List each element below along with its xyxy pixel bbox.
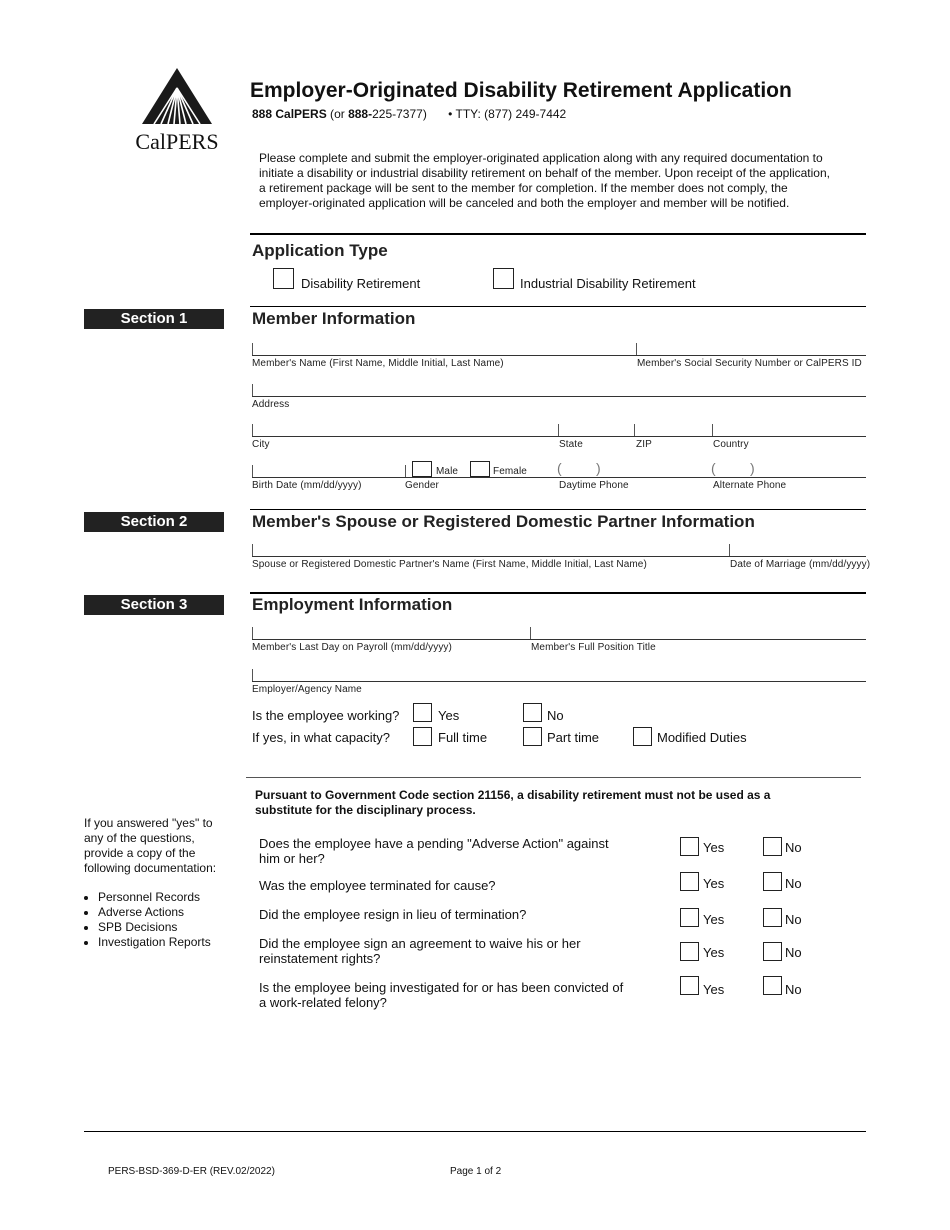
modified-duties-label: Modified Duties: [657, 730, 747, 745]
capacity-question: If yes, in what capacity?: [252, 730, 391, 745]
question-text: Did the employee sign an agreement to waive his or her: [259, 936, 581, 951]
gender-label: Gender: [405, 480, 439, 491]
q5-yes-checkbox[interactable]: [680, 976, 699, 995]
full-time-checkbox[interactable]: [413, 727, 432, 746]
last-day-title-field[interactable]: [252, 639, 866, 640]
divider: [250, 233, 866, 235]
question-row: [259, 836, 609, 866]
notice-line: substitute for the disciplinary process.: [255, 803, 476, 817]
phone-or: or: [334, 107, 349, 121]
working-yes-checkbox[interactable]: [413, 703, 432, 722]
question-text: reinstatement rights?: [259, 951, 381, 966]
phone-number: 225-7377): [372, 107, 427, 121]
page-number: Page 1 of 2: [450, 1166, 502, 1177]
field-tick: [530, 627, 531, 639]
country-label: Country: [713, 439, 749, 450]
modified-duties-checkbox[interactable]: [633, 727, 652, 746]
birth-gender-phone-field[interactable]: [252, 477, 866, 478]
question-text: a work-related felony?: [259, 995, 387, 1010]
field-tick: [252, 384, 253, 396]
section-3-heading: Employment Information: [252, 595, 453, 614]
question-row: [259, 980, 623, 1010]
q2-no-checkbox[interactable]: [763, 872, 782, 891]
spouse-name-field[interactable]: [252, 556, 866, 557]
footer-divider: [84, 1131, 866, 1132]
alternate-area-code-open: (: [711, 460, 716, 476]
field-tick: [252, 343, 253, 355]
section-1-heading: Member Information: [252, 309, 416, 328]
female-checkbox[interactable]: [470, 461, 490, 477]
alternate-phone-label: Alternate Phone: [713, 480, 787, 491]
city-label: City: [252, 439, 270, 450]
last-day-label: Member's Last Day on Payroll (mm/dd/yyyy): [252, 642, 452, 653]
divider: [250, 509, 866, 510]
question-text: Does the employee have a pending "Adverse Action" against: [259, 836, 609, 851]
intro-line: initiate a disability or industrial disability retirement on behalf of the member. Upon receipt of the application,: [259, 166, 830, 180]
tty-number: • TTY: (877) 249-7442: [448, 107, 567, 121]
divider: [250, 306, 866, 307]
field-tick: [405, 465, 406, 477]
q2-yes-checkbox[interactable]: [680, 872, 699, 891]
notice-line: Pursuant to Government Code section 21156, a disability retirement must not be used as a: [255, 788, 771, 802]
address-label: Address: [252, 399, 290, 410]
q5-yes-label: Yes: [703, 982, 725, 997]
note-line: If you answered "yes" to: [84, 816, 213, 830]
q3-no-checkbox[interactable]: [763, 908, 782, 927]
field-tick: [558, 424, 559, 436]
industrial-disability-label: Industrial Disability Retirement: [520, 276, 696, 291]
working-yes-label: Yes: [438, 708, 460, 723]
field-tick: [252, 627, 253, 639]
calpers-logo: [134, 66, 220, 152]
female-label: Female: [493, 466, 527, 477]
field-tick: [252, 544, 253, 556]
birth-date-label: Birth Date (mm/dd/yyyy): [252, 480, 362, 491]
daytime-phone-label: Daytime Phone: [559, 480, 629, 491]
phone-888: 888-: [348, 107, 373, 121]
documentation-list: [84, 890, 211, 950]
address-field[interactable]: [252, 396, 866, 397]
zip-label: ZIP: [636, 439, 652, 450]
form-id: PERS-BSD-369-D-ER (REV.02/2022): [108, 1166, 275, 1177]
disciplinary-notice: [255, 788, 770, 818]
field-tick: [252, 465, 253, 477]
q4-yes-checkbox[interactable]: [680, 942, 699, 961]
field-tick: [712, 424, 713, 436]
state-label: State: [559, 439, 583, 450]
daytime-area-code-open: (: [557, 460, 562, 476]
field-tick: [634, 424, 635, 436]
note-line: any of the questions,: [84, 831, 195, 845]
industrial-disability-checkbox[interactable]: [493, 268, 514, 289]
working-no-label: No: [547, 708, 564, 723]
q4-no-checkbox[interactable]: [763, 942, 782, 961]
section-2-tag: Section 2: [84, 512, 224, 532]
spouse-name-label: Spouse or Registered Domestic Partner's Name (First Name, Middle Initial, Last Name): [252, 559, 647, 570]
part-time-label: Part time: [547, 730, 600, 745]
section-2-heading: Member's Spouse or Registered Domestic Partner Information: [252, 512, 755, 531]
intro-paragraph: [259, 151, 830, 211]
member-name-field[interactable]: [252, 355, 866, 356]
working-question: Is the employee working?: [252, 708, 400, 723]
alternate-area-code-close: ): [750, 460, 755, 476]
employer-name-label: Employer/Agency Name: [252, 684, 362, 695]
documentation-note: [84, 816, 216, 876]
question-text: Is the employee being investigated for or has been convicted of: [259, 980, 624, 995]
q2-yes-label: Yes: [703, 876, 725, 891]
logo-sunburst-icon: [134, 66, 220, 126]
list-item: • Investigation Reports: [98, 935, 211, 950]
full-time-label: Full time: [438, 730, 488, 745]
page-title: Employer-Originated Disability Retirement Application: [250, 79, 792, 102]
application-type-heading: Application Type: [252, 241, 388, 260]
q3-yes-label: Yes: [703, 912, 725, 927]
q4-no-label: No: [785, 945, 802, 960]
disability-retirement-checkbox[interactable]: [273, 268, 294, 289]
member-name-label: Member's Name (First Name, Middle Initial, Last Name): [252, 358, 504, 369]
field-tick: [636, 343, 637, 355]
q1-yes-label: Yes: [703, 840, 725, 855]
intro-line: a retirement package will be sent to the member for completion. If the member does not comply, the: [259, 181, 788, 195]
member-ssn-label: Member's Social Security Number or CalPERS ID: [637, 358, 862, 369]
q1-no-checkbox[interactable]: [763, 837, 782, 856]
marriage-date-label: Date of Marriage (mm/dd/yyyy): [730, 559, 871, 570]
part-time-checkbox[interactable]: [523, 727, 542, 746]
daytime-area-code-close: ): [596, 460, 601, 476]
list-item: • SPB Decisions: [98, 920, 211, 935]
q3-no-label: No: [785, 912, 802, 927]
section-1-tag: Section 1: [84, 309, 224, 329]
male-label: Male: [436, 466, 459, 477]
section-3-tag: Section 3: [84, 595, 224, 615]
q5-no-label: No: [785, 982, 802, 997]
question-text: Did the employee resign in lieu of termination?: [259, 907, 527, 922]
position-title-label: Member's Full Position Title: [531, 642, 656, 653]
field-tick: [252, 424, 253, 436]
field-tick: [729, 544, 730, 556]
intro-line: employer-originated application will be canceled and both the employer and member will be notified.: [259, 196, 790, 210]
field-tick: [252, 669, 253, 681]
question-row: [259, 878, 496, 893]
divider: [246, 777, 861, 778]
working-no-checkbox[interactable]: [523, 703, 542, 722]
disability-retirement-label: Disability Retirement: [301, 276, 421, 291]
q4-yes-label: Yes: [703, 945, 725, 960]
q3-yes-checkbox[interactable]: [680, 908, 699, 927]
contact-line: [252, 107, 566, 121]
question-row: [259, 907, 526, 922]
question-text: him or her?: [259, 851, 325, 866]
list-item: • Adverse Actions: [98, 905, 211, 920]
logo-wordmark: CalPERS: [135, 129, 219, 154]
q1-no-label: No: [785, 840, 802, 855]
employer-name-field[interactable]: [252, 681, 866, 682]
question-row: [259, 936, 581, 966]
note-line: provide a copy of the: [84, 846, 196, 860]
q1-yes-checkbox[interactable]: [680, 837, 699, 856]
note-line: following documentation:: [84, 861, 217, 875]
list-item: • Personnel Records: [98, 890, 211, 905]
divider: [250, 592, 866, 594]
q2-no-label: No: [785, 876, 802, 891]
phone-paren: (: [326, 107, 335, 121]
intro-line: Please complete and submit the employer-originated application along with any required documentation to: [259, 151, 823, 165]
question-text: Was the employee terminated for cause?: [259, 878, 496, 893]
male-checkbox[interactable]: [412, 461, 432, 477]
q5-no-checkbox[interactable]: [763, 976, 782, 995]
phone-calpers: 888 CalPERS: [252, 107, 327, 121]
city-state-zip-country-field[interactable]: [252, 436, 866, 437]
